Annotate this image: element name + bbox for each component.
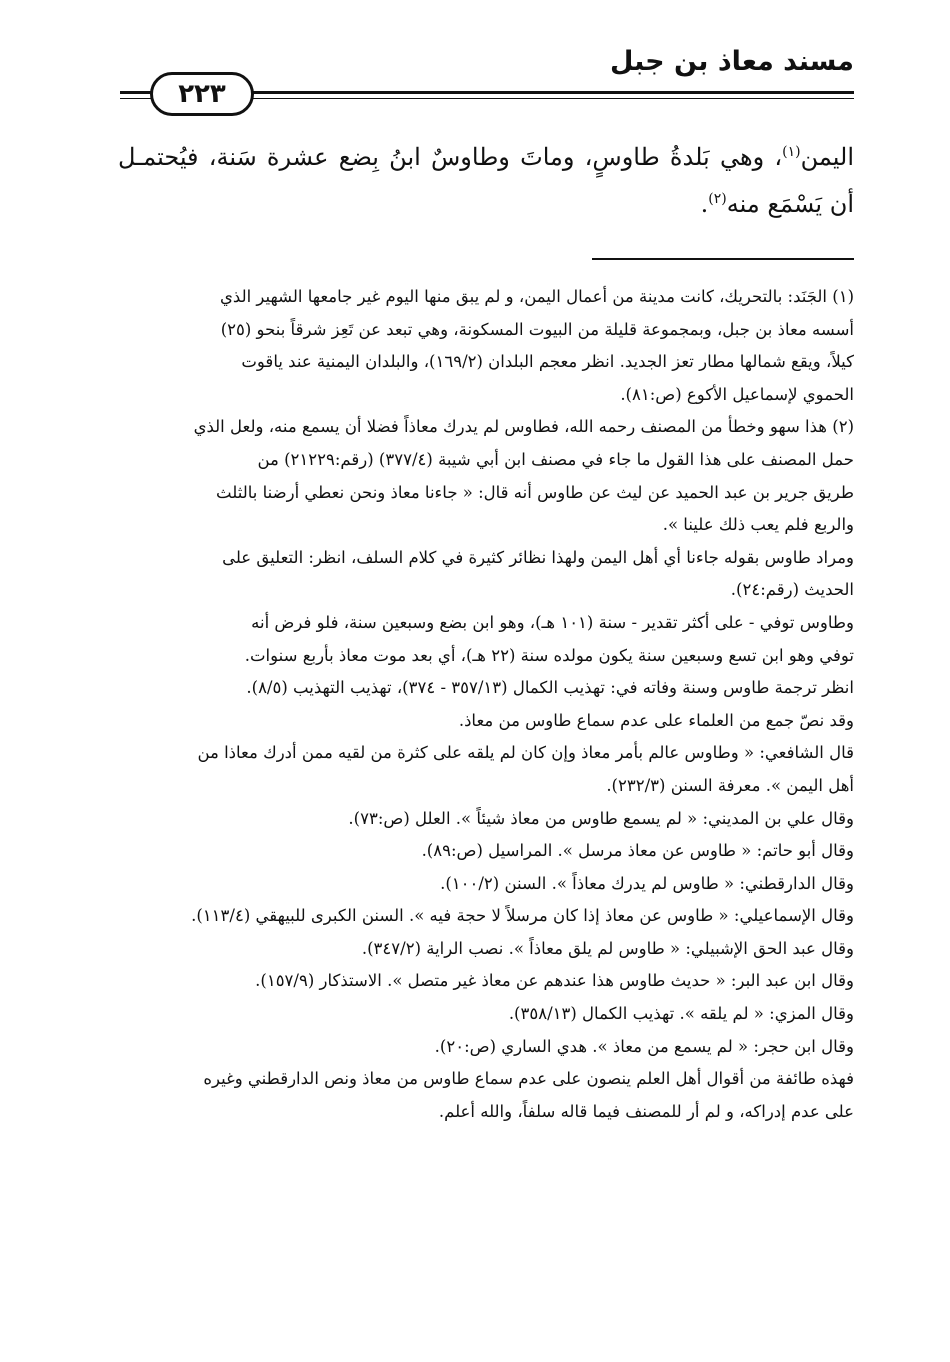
scholar-quote: وقال ابن حجر: « لم يسمع من معاذ ». هدي الساري (ص:٢٠).	[434, 1036, 854, 1056]
scholar-quote: وقال الدارقطني: « طاوس لم يدرك معاذاً ». السنن (١٠٠/٢).	[440, 873, 854, 893]
footnote-line: وطاوس توفي - على أكثر تقدير - سنة (١٠١ هـ)، وهو ابن بضع وسبعين سنة، فلو فرض أنه	[251, 612, 854, 632]
scholar-quote: وقال الإسماعيلي: « طاوس عن معاذ إذا كان مرسلاً لا حجة فيه ». السنن الكبرى للبيهقي (١١٣/٤).	[191, 906, 854, 926]
scholar-quote: وقال علي بن المديني: « لم يسمع طاوس من معاذ شيئاً ». العلل (ص:٧٣).	[348, 808, 854, 828]
footnote-2-paragraphs	[118, 542, 854, 803]
scholar-quote: وقال عبد الحق الإشبيلي: « طاوس لم يلق معاذاً ». نصب الراية (٣٤٧/٢).	[361, 938, 854, 958]
scholar-quotes	[118, 803, 854, 1064]
footnote-line: أسسه معاذ بن جبل، وبمجموعة قليلة من البيوت المسكونة، وهي تبعد عن تَعِز شرقاً بنحو (٢٥)	[220, 319, 854, 339]
main-paragraph	[118, 134, 854, 228]
main-text-part2: ، وهي بَلدةُ طاوسٍ، وماتَ وطاوسٌ ابنُ بِضع عشرة سَنة، فيُحتمـل أن يَسْمَع منه	[118, 143, 854, 218]
footnote-line: (٢) هذا سهو وخطأ من المصنف رحمه الله، فطاوس لم يدرك معاذاً فضلا أن يسمع منه، ولعل الذي	[193, 417, 854, 437]
scholar-quote: وقال أبو حاتم: « طاوس عن معاذ مرسل ». المراسيل (ص:٨٩).	[421, 841, 854, 861]
footnote-line: قال الشافعي: « وطاوس عالم بأمر معاذ وإن كان لم يلقه على كثرة من لقيه ممن أدرك معاذا من	[197, 743, 854, 763]
scholar-quote: وقال المزي: « لم يلقه ». تهذيب الكمال (٣٥٨/١٣).	[508, 1004, 854, 1024]
footnote-line: كيلاً، ويقع شمالها مطار تعز الجديد. انظر معجم البلدان (١٦٩/٢)، والبلدان اليمنية عند ياقوت	[241, 352, 854, 372]
footnote-2	[118, 411, 854, 541]
footnote-2-marker: (٢)	[832, 417, 854, 437]
footnote-line: انظر ترجمة طاوس وسنة وفاته في: تهذيب الكمال (٣٥٧/١٣ - ٣٧٤)، تهذيب التهذيب (٨/٥).	[246, 678, 854, 698]
footnote-line: ومراد طاوس بقوله جاءنا أي أهل اليمن ولهذا نظائر كثيرة في كلام السلف، انظر: التعليق على	[222, 547, 854, 567]
main-text-part3: .	[700, 190, 709, 218]
running-header-title: مسند معاذ بن جبل	[610, 46, 854, 77]
footnote-conclusion	[118, 1063, 854, 1128]
footnote-1	[118, 281, 854, 411]
footnote-line: الحموي لإسماعيل الأكوع (ص:٨١).	[620, 384, 854, 404]
footnote-line: توفي وهو ابن تسع وسبعين سنة يكون مولده سنة (٢٢ هـ)، أي بعد موت معاذ بأربع سنوات.	[244, 645, 854, 665]
footnote-line: (١) الجَنَد: بالتحريك، كانت مدينة من أعمال اليمن، و لم يبق منها اليوم غير جامعها الشهير الذي	[220, 287, 854, 306]
footnote-1-marker: (١)	[832, 287, 854, 306]
footnote-line: على عدم إدراكه، و لم أر للمصنف فيما قاله سلفاً، والله أعلم.	[438, 1101, 854, 1121]
main-text-part1: اليمن	[800, 143, 854, 171]
footnote-line: أهل اليمن ». معرفة السنن (٢٣٢/٣).	[606, 775, 854, 795]
footnote-line: والربع فلم يعب ذلك علينا ».	[662, 515, 854, 535]
footnote-line: فهذه طائفة من أقوال أهل العلم ينصون على عدم سماع طاوس من معاذ ونص الدارقطني وغيره	[203, 1069, 854, 1089]
main-text	[118, 134, 854, 228]
footnote-ref-1: (١)	[782, 144, 801, 160]
footnote-line: الحديث (رقم:٢٤).	[730, 580, 854, 600]
footnotes	[118, 281, 854, 1128]
footnote-line: وقد نصّ جمع من العلماء على عدم سماع طاوس من معاذ.	[458, 710, 854, 730]
footnote-line: طريق جرير بن عبد الحميد عن ليث عن طاوس أنه قال: « جاءنا معاذ ونحن نعطي أرضنا بالثلث	[216, 482, 854, 502]
footnote-ref-2: (٢)	[708, 191, 727, 207]
page-number-badge: ٢٢٣	[150, 72, 254, 116]
footnote-separator	[592, 258, 854, 260]
footnote-line: حمل المصنف على هذا القول ما جاء في مصنف ابن أبي شيبة (٣٧٧/٤) (رقم:٢١٢٢٩) من	[257, 449, 854, 469]
scholar-quote: وقال ابن عبد البر: « حديث طاوس هذا عندهم عن معاذ غير متصل ». الاستذكار (١٥٧/٩).	[255, 971, 854, 991]
